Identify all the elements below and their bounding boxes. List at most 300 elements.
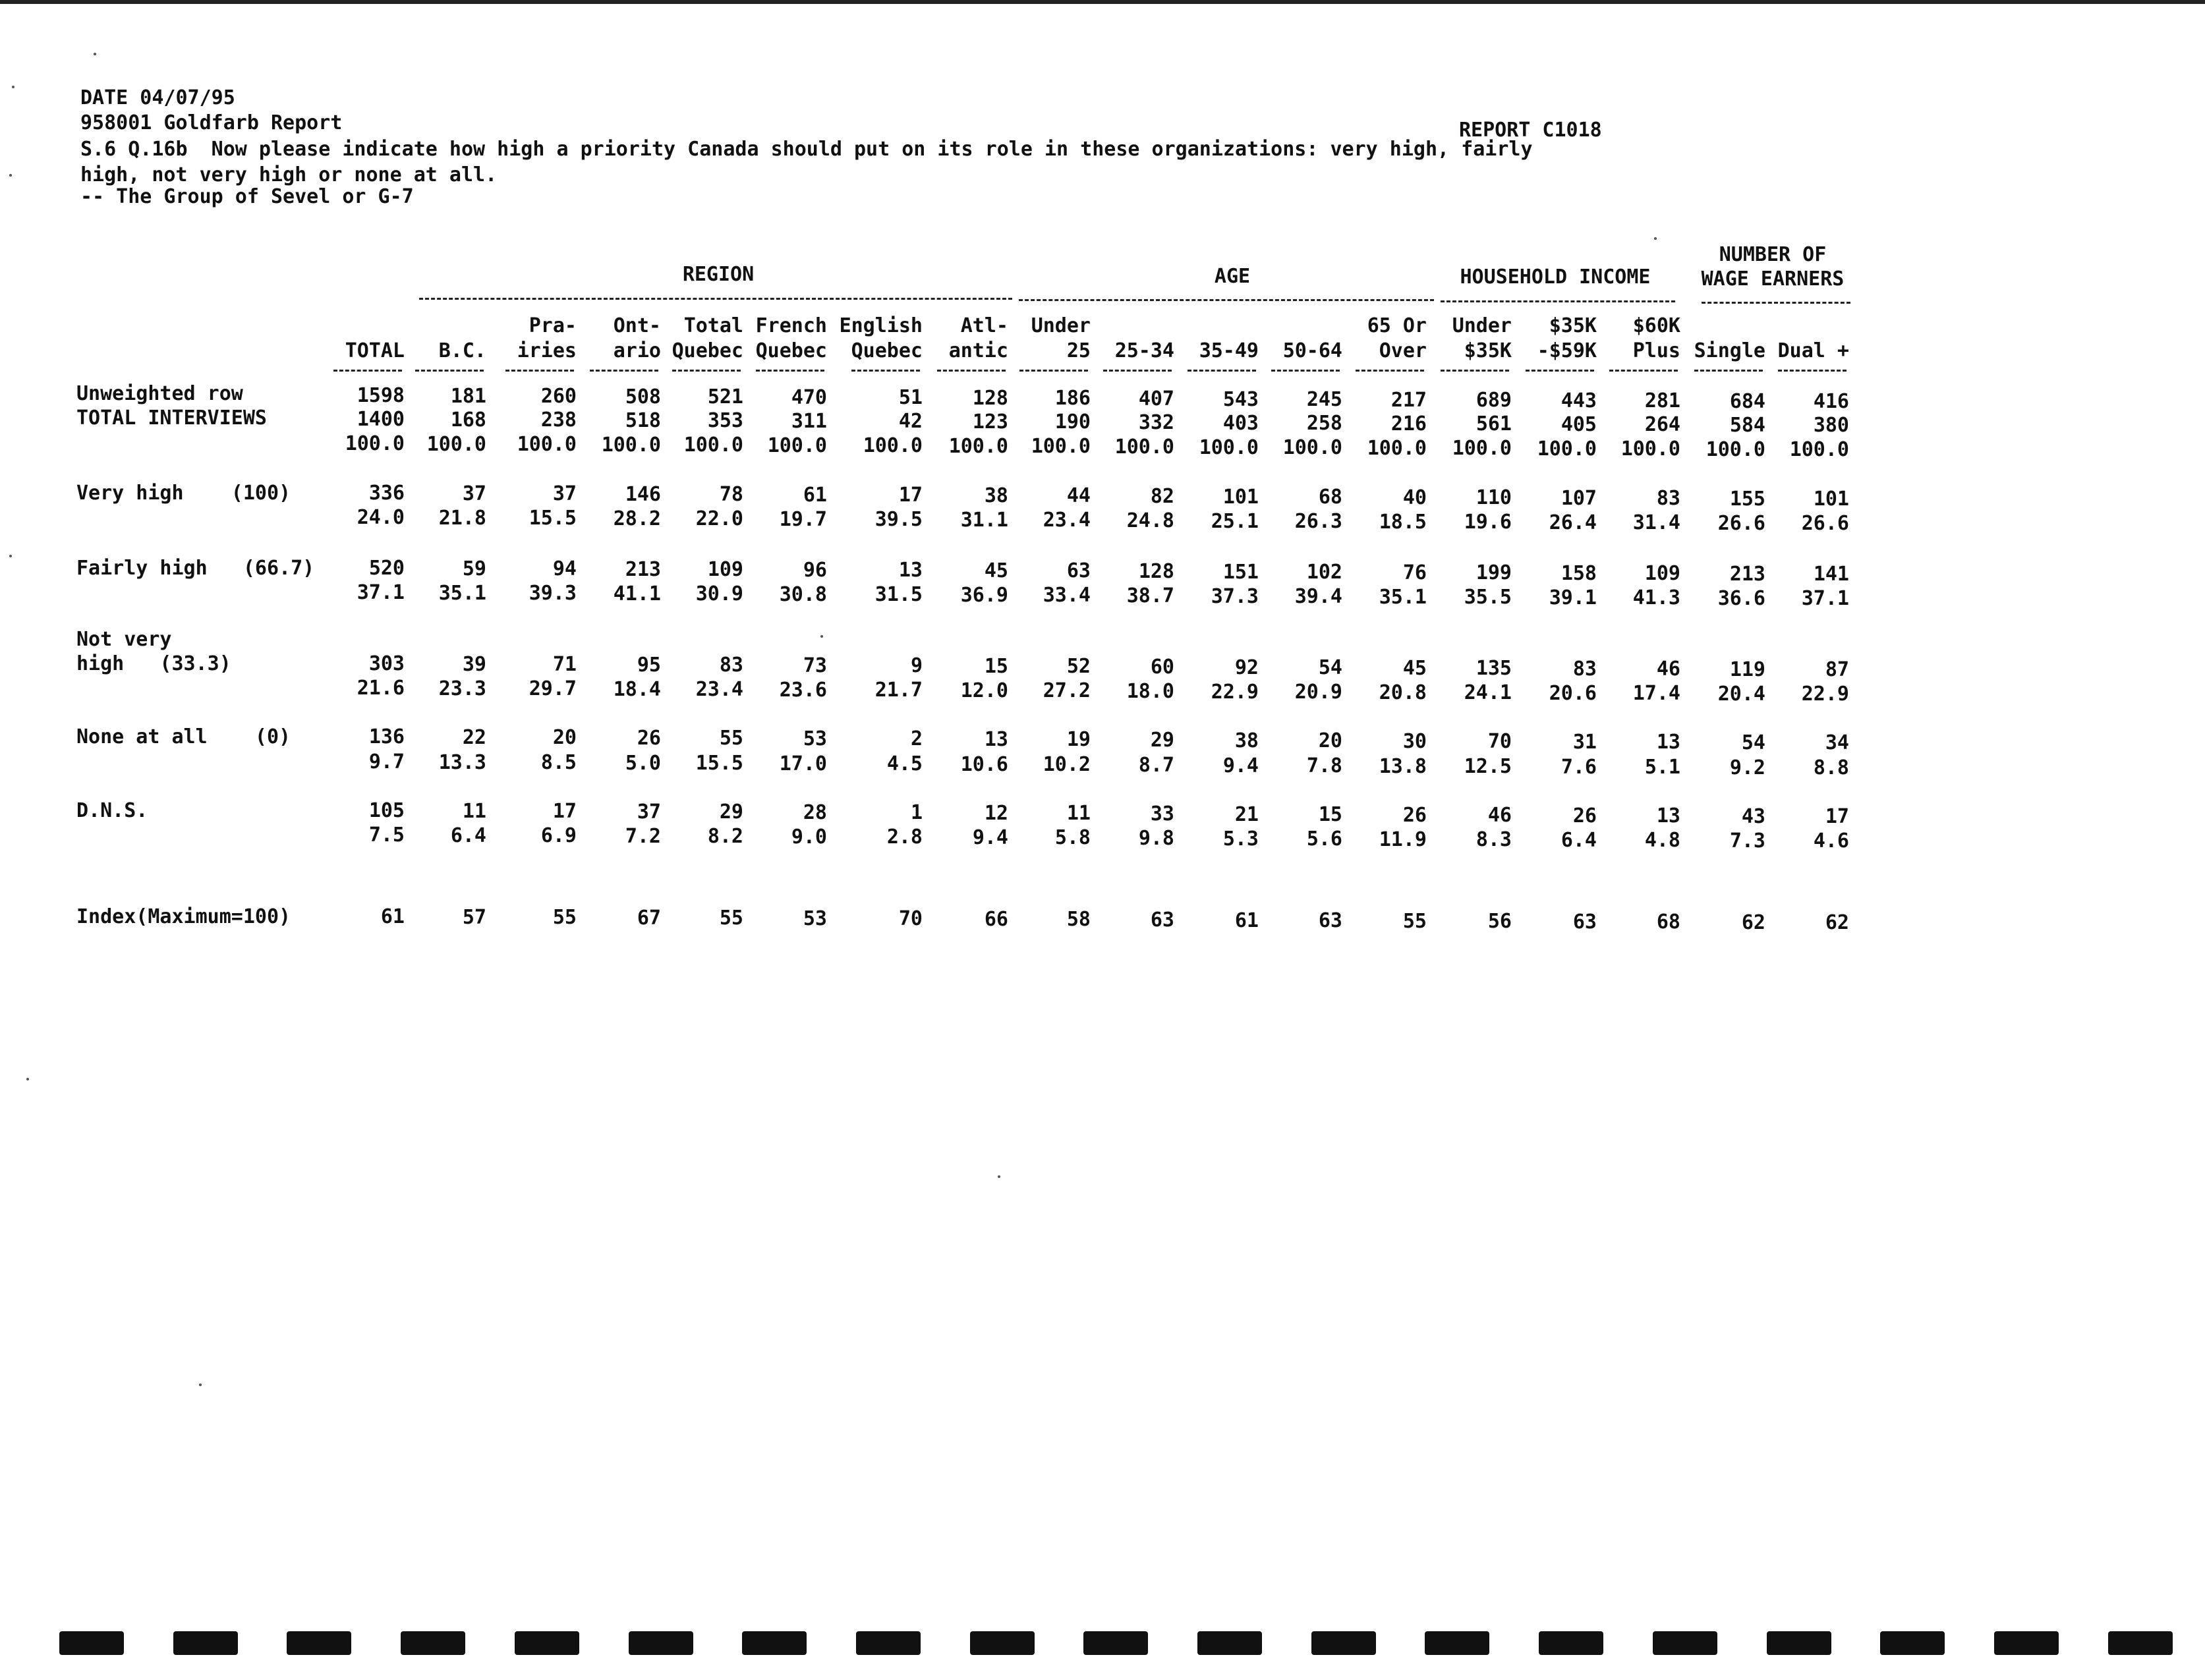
group-wage-earners-line2: WAGE EARNERS [1701, 267, 1845, 291]
table-cell: 5.6 [1306, 827, 1342, 851]
table-cell: 8.2 [707, 825, 743, 848]
row-label-line2: high (33.3) [76, 652, 231, 675]
table-cell: 82 [1150, 485, 1174, 508]
table-cell: 53 [803, 727, 827, 750]
table-cell: 55 [1402, 910, 1427, 933]
table-cell: 62 [1741, 911, 1765, 934]
table-cell: 35.1 [438, 582, 486, 605]
table-cell: 100.0 [1789, 438, 1849, 461]
row-label: Index(Maximum=100) [76, 905, 291, 928]
table-cell: 443 [1561, 389, 1597, 412]
table-cell: 9.2 [1729, 756, 1765, 779]
table-cell: 45 [984, 559, 1008, 582]
scan-speck [26, 1078, 29, 1080]
table-cell: 23.3 [438, 677, 486, 700]
column-header-english-quebec-line1: English [839, 314, 923, 337]
table-cell: 28 [803, 801, 827, 824]
table-cell: 34 [1825, 731, 1849, 754]
table-cell: 37 [552, 482, 577, 505]
table-cell: 4.5 [886, 752, 923, 775]
table-cell: 101 [1222, 486, 1259, 509]
column-header-underline [1188, 370, 1256, 372]
table-cell: 521 [707, 385, 743, 408]
table-cell: 238 [540, 408, 577, 432]
tractor-feed-hole [401, 1631, 465, 1655]
table-cell: 9.7 [368, 750, 405, 773]
table-cell: 135 [1475, 657, 1512, 680]
table-cell: 20 [552, 726, 577, 749]
table-cell: 26 [1402, 804, 1427, 827]
table-cell: 100.0 [1452, 437, 1512, 460]
table-cell: 23.4 [695, 678, 743, 701]
table-cell: 19 [1066, 728, 1091, 751]
table-cell: 45 [1402, 657, 1427, 680]
column-header-single: Single [1694, 339, 1765, 362]
table-cell: 7.2 [625, 825, 661, 848]
scan-speck [998, 1175, 1000, 1178]
column-header-35k-59k: -$59K [1537, 339, 1597, 362]
table-cell: 2.8 [886, 826, 923, 849]
table-cell: 63 [1066, 559, 1091, 582]
table-cell: 100.0 [1114, 435, 1174, 459]
table-cell: 41.3 [1632, 586, 1680, 609]
table-cell: 76 [1402, 561, 1427, 584]
report-code: REPORT C1018 [1459, 119, 1602, 142]
table-cell: 33.4 [1043, 584, 1091, 607]
table-cell: 100.0 [1620, 437, 1680, 461]
table-cell: 100.0 [1367, 437, 1427, 460]
column-header-underline [756, 370, 824, 372]
tractor-feed-hole [1880, 1631, 1945, 1655]
table-cell: 26.3 [1294, 510, 1342, 533]
table-cell: 311 [791, 410, 827, 433]
table-cell: 8.8 [1813, 756, 1849, 779]
table-cell: 23.4 [1043, 509, 1091, 532]
scan-speck [820, 635, 823, 638]
table-cell: 30 [1402, 730, 1427, 753]
row-label: D.N.S. [76, 799, 148, 822]
table-cell: 83 [1656, 487, 1680, 510]
table-cell: 11 [462, 800, 486, 823]
tractor-feed-hole [1311, 1631, 1376, 1655]
table-cell: 73 [803, 654, 827, 677]
table-cell: 151 [1222, 561, 1259, 584]
table-cell: 136 [368, 725, 405, 748]
table-cell: 24.0 [357, 506, 405, 529]
table-cell: 684 [1729, 390, 1765, 413]
table-cell: 17.4 [1632, 682, 1680, 705]
table-cell: 9.8 [1138, 827, 1174, 850]
table-cell: 141 [1813, 563, 1849, 586]
table-cell: 4.6 [1813, 829, 1849, 853]
table-cell: 37 [462, 482, 486, 505]
table-cell: 100.0 [426, 433, 486, 456]
table-cell: 52 [1066, 655, 1091, 678]
table-cell: 78 [719, 483, 743, 506]
column-header-underline [1356, 370, 1424, 372]
table-cell: 41.1 [613, 582, 661, 605]
tractor-feed-hole [1083, 1631, 1148, 1655]
table-cell: 26.4 [1549, 511, 1597, 534]
table-cell: 61 [803, 484, 827, 507]
table-cell: 25.1 [1211, 510, 1259, 533]
table-cell: 128 [1138, 560, 1174, 583]
table-cell: 18.5 [1379, 511, 1427, 534]
scan-speck [9, 555, 12, 557]
table-cell: 61 [380, 905, 405, 928]
table-cell: 29 [1150, 729, 1174, 752]
table-cell: 15 [984, 655, 1008, 678]
table-cell: 520 [368, 557, 405, 580]
column-header-pra-iries-line1: Pra- [529, 314, 577, 337]
table-cell: 5.0 [625, 752, 661, 775]
table-cell: 19.7 [779, 508, 827, 531]
table-cell: 100.0 [863, 434, 923, 457]
table-cell: 35.5 [1464, 586, 1512, 609]
table-cell: 63 [1572, 910, 1597, 934]
table-cell: 24.8 [1126, 509, 1174, 532]
scan-speck [94, 53, 96, 55]
column-header-pra-iries: iries [517, 339, 577, 362]
table-cell: 100.0 [683, 434, 743, 457]
column-header-under-35k: $35K [1464, 339, 1512, 362]
table-cell: 63 [1150, 909, 1174, 932]
table-cell: 213 [1729, 563, 1765, 586]
report-name: 958001 Goldfarb Report [80, 111, 343, 134]
table-cell: 17 [552, 800, 577, 823]
table-cell: 46 [1656, 658, 1680, 681]
table-cell: 26 [1572, 804, 1597, 827]
table-cell: 9 [910, 654, 923, 677]
column-header-underline [937, 370, 1006, 372]
table-cell: 54 [1741, 731, 1765, 754]
income-group-rule [1441, 300, 1675, 302]
table-cell: 5.1 [1644, 756, 1680, 779]
column-header-atl-antic-line1: Atl- [960, 314, 1008, 337]
table-cell: 38 [1234, 729, 1259, 752]
column-header-60k-plus: Plus [1632, 339, 1680, 362]
tractor-feed-hole [2108, 1631, 2173, 1655]
table-cell: 17 [898, 484, 923, 507]
table-cell: 8.7 [1138, 754, 1174, 777]
table-cell: 13 [898, 559, 923, 582]
table-cell: 56 [1487, 910, 1512, 933]
tractor-feed-hole [515, 1631, 579, 1655]
column-header-under-25: 25 [1066, 339, 1091, 362]
column-header-french-quebec-line1: French [755, 314, 827, 337]
table-cell: 55 [719, 907, 743, 930]
tractor-feed-hole [1767, 1631, 1831, 1655]
table-cell: 100.0 [345, 432, 405, 455]
table-cell: 62 [1825, 911, 1849, 934]
table-cell: 11 [1066, 802, 1091, 825]
tractor-feed-hole [1539, 1631, 1603, 1655]
table-cell: 9.0 [791, 826, 827, 849]
table-cell: 12.0 [960, 679, 1008, 702]
table-cell: 29.7 [529, 677, 577, 700]
table-cell: 26 [637, 727, 661, 750]
scan-speck [1654, 237, 1657, 240]
table-cell: 8.5 [540, 751, 577, 774]
table-cell: 21.7 [874, 679, 923, 702]
column-header-total-quebec: Quebec [672, 339, 743, 362]
table-cell: 31.4 [1632, 511, 1680, 534]
tractor-feed-hole [1994, 1631, 2059, 1655]
table-cell: 68 [1318, 486, 1342, 509]
table-cell: 21.8 [438, 507, 486, 530]
question-line-2: high, not very high or none at all. [80, 163, 498, 186]
row-label-line2: TOTAL INTERVIEWS [76, 406, 267, 430]
table-cell: 61 [1234, 909, 1259, 932]
table-cell: 70 [898, 907, 923, 930]
table-cell: 9.4 [972, 826, 1008, 849]
column-header-underline [1694, 370, 1763, 372]
table-cell: 20 [1318, 729, 1342, 752]
table-cell: 128 [972, 387, 1008, 410]
table-cell: 71 [552, 653, 577, 676]
table-cell: 20.8 [1379, 681, 1427, 704]
table-cell: 155 [1729, 488, 1765, 511]
table-cell: 22 [462, 726, 486, 749]
table-cell: 39.5 [874, 508, 923, 531]
region-group-rule [419, 298, 1012, 300]
column-header-underline [672, 370, 741, 372]
table-cell: 26.6 [1717, 512, 1765, 535]
row-label: Unweighted row [76, 382, 243, 405]
table-cell: 5.8 [1054, 826, 1091, 849]
table-cell: 7.5 [368, 824, 405, 847]
table-cell: 36.6 [1717, 587, 1765, 610]
tractor-feed-hole [742, 1631, 807, 1655]
column-header-65-or-over-line1: 65 Or [1367, 314, 1427, 337]
table-cell: 7.8 [1306, 754, 1342, 777]
table-cell: 584 [1729, 414, 1765, 437]
tractor-feed-hole [970, 1631, 1035, 1655]
table-cell: 12 [984, 802, 1008, 825]
table-cell: 87 [1825, 658, 1849, 681]
table-cell: 22.9 [1211, 681, 1259, 704]
group-region: REGION [682, 263, 755, 286]
table-cell: 37.1 [1801, 587, 1849, 610]
table-cell: 59 [462, 557, 486, 580]
table-cell: 470 [791, 386, 827, 409]
table-cell: 13 [1656, 804, 1680, 827]
table-cell: 54 [1318, 656, 1342, 679]
column-header-total: TOTAL [345, 339, 405, 362]
table-cell: 100.0 [1282, 436, 1342, 459]
table-cell: 258 [1306, 412, 1342, 435]
table-cell: 20.4 [1717, 683, 1765, 706]
table-cell: 39.1 [1549, 586, 1597, 609]
table-cell: 96 [803, 559, 827, 582]
column-header-atl-antic: antic [948, 339, 1008, 362]
table-cell: 405 [1561, 413, 1597, 436]
table-cell: 260 [540, 385, 577, 408]
table-cell: 181 [450, 385, 486, 408]
column-header-underline [590, 370, 658, 372]
table-cell: 100.0 [1199, 436, 1259, 459]
table-cell: 689 [1475, 389, 1512, 412]
table-cell: 38.7 [1126, 584, 1174, 607]
table-cell: 407 [1138, 387, 1174, 410]
scan-speck [199, 1384, 202, 1386]
table-cell: 39.4 [1294, 585, 1342, 608]
table-cell: 303 [368, 652, 405, 675]
column-header-underline [1271, 370, 1340, 372]
table-cell: 518 [625, 409, 661, 432]
table-cell: 123 [972, 410, 1008, 434]
table-cell: 21.6 [357, 677, 405, 700]
table-cell: 22.9 [1801, 683, 1849, 706]
column-header-english-quebec: Quebec [851, 339, 923, 362]
table-cell: 18.0 [1126, 680, 1174, 703]
table-cell: 508 [625, 385, 661, 408]
table-cell: 12.5 [1464, 755, 1512, 778]
group-wage-earners-line1: NUMBER OF [1719, 243, 1827, 266]
table-cell: 46 [1487, 804, 1512, 827]
table-cell: 15.5 [529, 507, 577, 530]
column-header-25-34: 25-34 [1114, 339, 1174, 362]
table-cell: 13.3 [438, 751, 486, 774]
table-cell: 10.6 [960, 753, 1008, 776]
table-cell: 100.0 [517, 433, 577, 456]
column-header-35k-59k-line1: $35K [1549, 314, 1597, 337]
column-header-underline [1019, 370, 1088, 372]
column-header-ont-ario-line1: Ont- [613, 314, 661, 337]
tractor-feed-hole [1197, 1631, 1262, 1655]
table-cell: 95 [637, 654, 661, 677]
tractor-feed-hole [1425, 1631, 1489, 1655]
table-cell: 6.4 [450, 824, 486, 847]
table-cell: 146 [625, 483, 661, 506]
table-cell: 217 [1390, 389, 1427, 412]
table-cell: 332 [1138, 411, 1174, 434]
table-cell: 17.0 [779, 752, 827, 775]
group-age: AGE [1214, 265, 1251, 288]
column-header-ont-ario: ario [613, 339, 661, 362]
table-cell: 63 [1318, 909, 1342, 932]
table-cell: 158 [1561, 562, 1597, 585]
table-cell: 66 [984, 908, 1008, 931]
table-cell: 102 [1306, 561, 1342, 584]
group-household-income: HOUSEHOLD INCOME [1460, 266, 1651, 289]
table-cell: 1400 [357, 408, 405, 431]
column-header-underline [415, 370, 484, 372]
table-cell: 10.2 [1043, 753, 1091, 776]
table-cell: 43 [1741, 805, 1765, 828]
table-cell: 44 [1066, 484, 1091, 507]
column-header-french-quebec: Quebec [755, 339, 827, 362]
table-cell: 11.9 [1379, 828, 1427, 851]
question-subject: -- The Group of Sevel or G-7 [80, 185, 414, 208]
table-cell: 42 [898, 410, 923, 433]
table-cell: 100.0 [1705, 438, 1765, 461]
wage-group-rule [1702, 302, 1850, 304]
table-cell: 55 [719, 727, 743, 750]
table-cell: 30.8 [779, 583, 827, 606]
table-cell: 561 [1475, 412, 1512, 435]
table-cell: 39.3 [529, 582, 577, 605]
table-cell: 119 [1729, 658, 1765, 681]
table-cell: 15 [1318, 803, 1342, 826]
table-cell: 8.3 [1475, 828, 1512, 851]
table-cell: 264 [1644, 413, 1680, 436]
table-cell: 83 [1572, 658, 1597, 681]
table-cell: 22.0 [695, 507, 743, 530]
column-header-under-25-line1: Under [1031, 314, 1091, 337]
table-cell: 23.6 [779, 679, 827, 702]
tractor-feed-hole [1653, 1631, 1717, 1655]
page-top-border [0, 0, 2205, 4]
table-cell: 281 [1644, 389, 1680, 412]
table-cell: 21 [1234, 803, 1259, 826]
column-header-underline [1441, 370, 1509, 372]
table-cell: 13.8 [1379, 755, 1427, 778]
table-cell: 18.4 [613, 678, 661, 701]
column-header-35-49: 35-49 [1199, 339, 1259, 362]
table-cell: 245 [1306, 388, 1342, 411]
age-group-rule [1019, 299, 1434, 301]
table-cell: 26.6 [1801, 512, 1849, 535]
table-cell: 380 [1813, 414, 1849, 437]
table-cell: 57 [462, 906, 486, 929]
table-cell: 28.2 [613, 507, 661, 530]
tractor-feed-hole [629, 1631, 693, 1655]
scan-speck [9, 174, 12, 177]
table-cell: 7.3 [1729, 829, 1765, 853]
table-cell: 20.6 [1549, 682, 1597, 705]
table-cell: 216 [1390, 412, 1427, 435]
row-label: None at all (0) [76, 725, 291, 748]
column-header-dual: Dual + [1777, 339, 1849, 362]
table-cell: 37 [637, 800, 661, 824]
table-cell: 336 [368, 482, 405, 505]
table-cell: 13 [984, 728, 1008, 751]
row-label: Very high (100) [76, 482, 291, 505]
table-cell: 107 [1561, 487, 1597, 510]
table-cell: 58 [1066, 908, 1091, 931]
table-cell: 37.3 [1211, 585, 1259, 608]
table-cell: 92 [1234, 656, 1259, 679]
table-cell: 1598 [357, 384, 405, 407]
column-header-60k-plus-line1: $60K [1632, 314, 1680, 337]
table-cell: 543 [1222, 388, 1259, 411]
table-cell: 29 [719, 800, 743, 824]
report-date: DATE 04/07/95 [80, 86, 235, 109]
column-header-underline [333, 370, 402, 372]
table-cell: 100.0 [1537, 437, 1597, 461]
table-cell: 20.9 [1294, 681, 1342, 704]
table-cell: 67 [637, 907, 661, 930]
table-cell: 100.0 [948, 435, 1008, 458]
table-cell: 24.1 [1464, 681, 1512, 704]
column-header-under-35k-line1: Under [1452, 314, 1512, 337]
column-header-total-quebec-line1: Total [683, 314, 743, 337]
table-cell: 186 [1054, 387, 1091, 410]
table-cell: 7.6 [1561, 756, 1597, 779]
table-cell: 31.1 [960, 509, 1008, 532]
table-cell: 5.3 [1222, 827, 1259, 851]
table-cell: 94 [552, 557, 577, 580]
table-cell: 4.8 [1644, 829, 1680, 852]
table-cell: 403 [1222, 412, 1259, 435]
table-cell: 55 [552, 906, 577, 929]
tractor-feed-hole [287, 1631, 351, 1655]
column-header-b-c: B.C. [438, 339, 486, 362]
table-cell: 33 [1150, 802, 1174, 826]
column-header-65-or-over: Over [1379, 339, 1427, 362]
question-line-1: S.6 Q.16b Now please indicate how high a priority Canada should put on its role in these organizations: very high, fairly [80, 138, 1533, 161]
